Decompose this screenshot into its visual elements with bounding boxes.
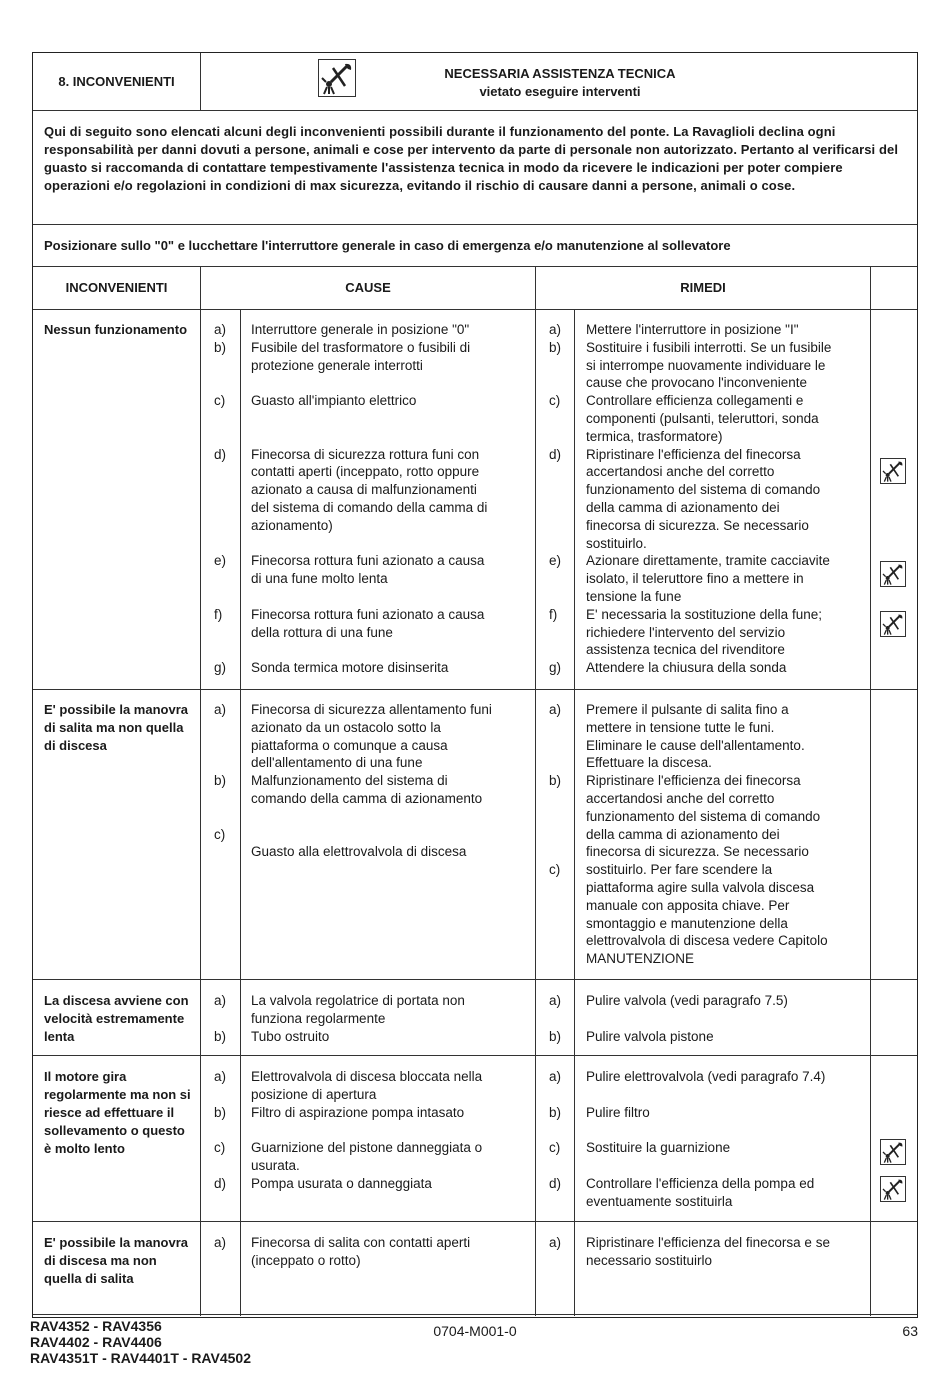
remedy-letters: a) b) c) d) e) f) g) (549, 322, 562, 676)
header-remedies: RIMEDI (680, 280, 726, 295)
cause-letters: a) b) c) d) e) f) g) (214, 322, 227, 676)
divider (33, 224, 917, 225)
header-problems: INCONVENIENTI (65, 280, 168, 295)
technician-tools-icon (880, 611, 906, 637)
cause-letters: a) b) c) (214, 702, 227, 842)
divider (574, 309, 575, 1316)
notice-title: NECESSARIA ASSISTENZA TECNICA (444, 66, 676, 81)
footer-models-line: RAV4351T - RAV4401T - RAV4502 (30, 1350, 251, 1366)
technician-tools-icon (880, 1176, 906, 1202)
cause-text: La valvola regolatrice di portata non funziona regolarmente Tubo ostruito (251, 993, 465, 1044)
warning-text: Posizionare sullo "0" e lucchettare l'interruttore generale in caso di emergenza e/o manutenzione al sollevatore (44, 238, 731, 253)
divider (33, 266, 917, 267)
remedy-letters: a) b) (549, 993, 562, 1044)
document-code: 0704-M001-0 (433, 1323, 517, 1339)
technician-tools-icon (880, 1139, 906, 1165)
remedy-text: Ripristinare l'efficienza del finecorsa e se necessario sostituirlo (586, 1235, 830, 1268)
remedy-text: Pulire valvola (vedi paragrafo 7.5) Pulire valvola pistone (586, 993, 788, 1044)
divider (33, 110, 917, 111)
page-number: 63 (902, 1323, 918, 1339)
divider (33, 979, 917, 980)
section-title: 8. INCONVENIENTI (58, 74, 175, 89)
cause-text: Elettrovalvola di discesa bloccata nella posizione di apertura Filtro di aspirazione pompa intasato Guarnizione del pistone danneggiata o usurata. Pompa usurata o danneggiata (251, 1069, 483, 1191)
divider (33, 1221, 917, 1222)
remedy-text: Premere il pulsante di salita fino a mettere in tensione tutte le funi. Eliminare le cause dell'allentamento. Effettuare la discesa. Ripristinare l'efficienza dei finecorsa accertandosi anche del corretto funzionamento del sistema di comando della camma di azionamento dei finecorsa di sicurezza. Se necessario sostituirlo. Per fare scendere la piattaforma agire sulla valvola discesa manuale con apposita chiave. Per smontaggio e manutenzione della elettrovalvola di discesa vedere Capitolo MANUTENZIONE (586, 702, 828, 967)
problem-label: E' possibile la manovra di salita ma non quella di discesa (44, 702, 188, 753)
remedy-letters: a) b) c) d) (549, 1069, 562, 1191)
remedy-letters: a) (549, 1235, 562, 1250)
problem-label: Nessun funzionamento (44, 322, 188, 337)
problem-label: Il motore gira regolarmente ma non si riesce ad effettuare il sollevamento o questo è molto lento (44, 1069, 191, 1156)
divider (33, 689, 917, 690)
divider (200, 53, 201, 110)
divider (200, 266, 201, 1316)
technician-tools-icon (880, 458, 906, 484)
technician-tools-icon (880, 561, 906, 587)
remedy-text: Mettere l'interruttore in posizione "I" Sostituire i fusibili interrotti. Se un fusibile si interrompe nuovamente individuare le cause che provocano l'inconveniente Controllare efficienza collegamenti e componenti (pulsanti, teleruttori, sonda termica, trasformatore) Ripristinare l'efficienza del finecorsa accertandosi anche del corretto funzionamento del sistema di comando della camma di azionamento dei finecorsa di sicurezza. Se necessario sostituirlo. Azionare direttamente, tramite cacciavite isolato, il teleruttore fino a mettere in tensione la fune E' necessaria la sostituzione della fune; richiedere l'intervento del servizio assistenza tecnica del rivenditore Attendere la chiusura della sonda (586, 322, 832, 676)
cause-text: Finecorsa di sicurezza allentamento funi azionato da un ostacolo sotto la piattaforma o comunque a causa dell'allentamento di una fune Malfunzionamento del sistema di comando della camma di azionamento Guasto alla elettrovalvola di discesa (251, 702, 492, 860)
cause-text: Finecorsa di salita con contatti aperti (inceppato o rotto) (251, 1235, 471, 1268)
cause-text: Interruttore generale in posizione "0" Fusibile del trasformatore o fusibili di protezione generale interrotti Guasto all'impianto elettrico Finecorsa di sicurezza rottura funi con contatti aperti (inceppato, rotto oppure azionato a causa di malfunzionamenti del sistema di comando della camma di azionamento) Finecorsa rottura funi azionato a causa di una fune molto lenta Finecorsa rottura funi azionato a causa della rottura di una fune Sonda termica motore disinserita (251, 322, 488, 676)
notice-subtitle: vietato eseguire interventi (479, 84, 641, 99)
footer-models-line: RAV4402 - RAV4406 (30, 1334, 162, 1350)
divider (33, 1314, 917, 1315)
footer-models-line: RAV4352 - RAV4356 (30, 1318, 162, 1334)
intro-paragraph: Qui di seguito sono elencati alcuni degli inconvenienti possibili durante il funzionamento del ponte. La Ravaglioli declina ogni responsabilità per danni dovuti a persone, animali e cose per intervento da parte di personale non autorizzato. Pertanto al verificarsi del guasto si raccomanda di contattare tempestivamente l'assistenza tecnica in modo da ricevere le indicazioni per poter compiere operazioni e/o regolazioni in condizioni di max sicurezza, evitando il rischio di causare danni a persone, animali o cose. (44, 124, 899, 193)
divider (240, 309, 241, 1316)
problem-label: La discesa avviene con velocità estremamente lenta (44, 993, 189, 1044)
cause-letters: a) b) (214, 993, 227, 1044)
divider (33, 1055, 917, 1056)
divider (535, 266, 536, 1316)
problem-label: E' possibile la manovra di discesa ma non quella di salita (44, 1235, 188, 1286)
remedy-letters: a) b) c) (549, 702, 562, 878)
footer-models (30, 1318, 251, 1366)
cause-letters: a) (214, 1235, 227, 1250)
divider (33, 309, 917, 310)
header-causes: CAUSE (345, 280, 391, 295)
divider (870, 266, 871, 1316)
remedy-text: Pulire elettrovalvola (vedi paragrafo 7.4) Pulire filtro Sostituire la guarnizione Controllare l'efficienza della pompa ed eventuamente sostituirla (586, 1069, 826, 1209)
technician-tools-icon (318, 59, 356, 97)
cause-letters: a) b) c) d) (214, 1069, 227, 1191)
